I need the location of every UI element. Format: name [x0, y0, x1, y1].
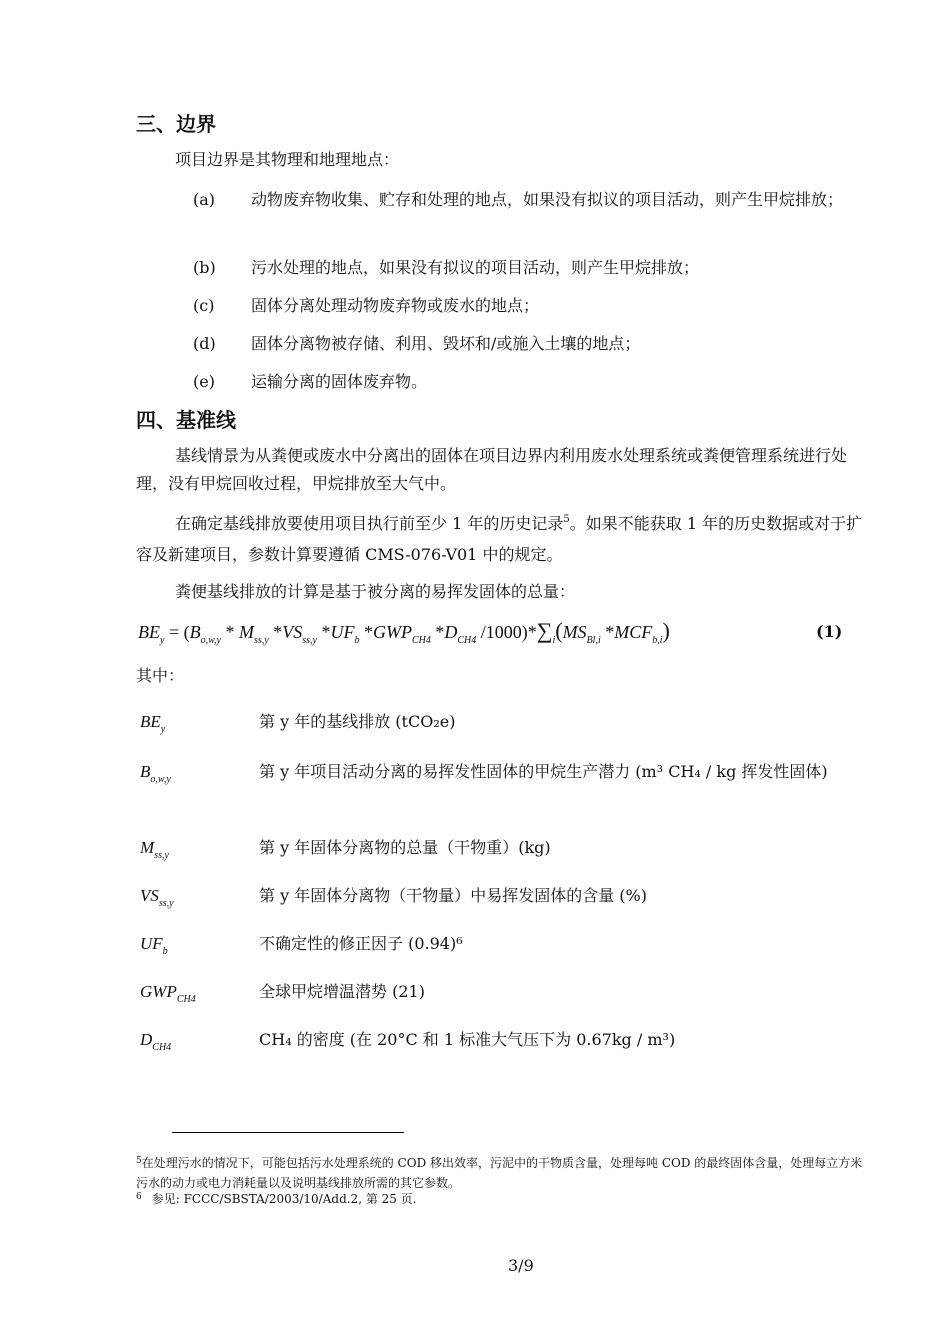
list-item-label: (a)	[193, 190, 216, 209]
symbol-text: D	[140, 1030, 153, 1049]
symbol-sub: CH4	[176, 994, 196, 1005]
list-item-label: (b)	[193, 258, 216, 277]
symbol-text: B	[140, 762, 151, 781]
list-item-label: (d)	[193, 334, 216, 353]
where-label: 其中：	[136, 666, 185, 685]
definition-symbol	[140, 712, 166, 735]
definition-symbol	[140, 982, 196, 1005]
symbol-sub: CH4	[152, 1042, 172, 1053]
list-item-text: 固体分离物被存储、利用、毁坏和/或施入土壤的地点；	[251, 334, 641, 353]
definition-text: 全球甲烷增温潜势 (21)	[259, 982, 425, 1001]
footnote-number: 6	[136, 1192, 142, 1202]
baseline-paragraph-3: 粪便基线排放的计算是基于被分离的易挥发固体的总量：	[175, 582, 576, 601]
footnote-text: 在处理污水的情况下，可能包括污水处理系统的 COD 移出效率，污泥中的干物质含量，处理每吨 COD 的最终固体含量，处理每立方米污水的动力或电力消耗量以及说明基线排放所需的其它参数。	[136, 1156, 863, 1190]
equation-number: (1)	[816, 622, 843, 641]
symbol-sub: b	[162, 946, 168, 957]
definition-text: CH₄ 的密度 (在 20°C 和 1 标准大气压下为 0.67kg / m³)	[259, 1030, 676, 1049]
footnote-6	[136, 1190, 417, 1210]
paragraph-text: 。如果不能获取 1 年的历史数据或对于扩容及新建项目，参数计算要遵循 CMS-076-V01 中的规定。	[136, 514, 863, 564]
section-heading-boundary: 三、边界	[136, 112, 216, 136]
equation-1: $BE_y = (B_{o,w,y} * M_{ss,y}$ $*VS_{ss,y}$ $*UF_b$ $*GWP_{CH4}$ $*D_{CH4}$ $/1000)*\sum_i(MS_{Bl,i}$ $*MCF_{b,i}$)	[138, 618, 670, 646]
list-item-text: 污水处理的地点，如果没有拟议的项目活动，则产生甲烷排放；	[251, 258, 700, 277]
boundary-intro: 项目边界是其物理和地理地点：	[175, 150, 400, 169]
baseline-paragraph-1: 基线情景为从粪便或废水中分离出的固体在项目边界内利用废水处理系统或粪便管理系统进行处理，没有甲烷回收过程，甲烷排放至大气中。	[136, 446, 848, 493]
symbol-sub: y	[160, 724, 166, 735]
paragraph-text: 在确定基线排放要使用项目执行前至少 1 年的历史记录	[175, 514, 564, 533]
definition-symbol	[140, 762, 171, 785]
list-item-text: 动物废弃物收集、贮存和处理的地点，如果没有拟议的项目活动，则产生甲烷排放；	[251, 190, 844, 209]
list-item-text: 固体分离处理动物废弃物或废水的地点；	[251, 296, 540, 315]
definition-symbol	[140, 838, 169, 861]
footnote-5	[136, 1154, 872, 1192]
definition-text: 不确定性的修正因子 (0.94)⁶	[259, 934, 463, 953]
footnote-text: 参见: FCCC/SBSTA/2003/10/Add.2, 第 25 页.	[151, 1192, 417, 1206]
list-item-label: (c)	[193, 296, 215, 315]
definition-text: 第 y 年项目活动分离的易挥发性固体的甲烷生产潜力 (m³ CH₄ / kg 挥发性固体)	[259, 762, 828, 781]
definition-symbol	[140, 934, 168, 957]
definition-text: 第 y 年固体分离物（干物量）中易挥发固体的含量 (%)	[259, 886, 647, 905]
baseline-paragraph-2	[136, 510, 868, 569]
definition-text: 第 y 年的基线排放 (tCO₂e)	[259, 712, 456, 731]
page-number: 3/9	[508, 1256, 534, 1275]
list-item-label: (e)	[193, 372, 215, 391]
symbol-text: VS	[140, 886, 159, 905]
symbol-text: GWP	[140, 982, 177, 1001]
footnote-number: 5	[136, 1156, 142, 1166]
definition-text: 第 y 年固体分离物的总量（干物重）(kg)	[259, 838, 551, 857]
symbol-sub: o,w,y	[150, 774, 171, 785]
footnote-ref: 5	[563, 514, 570, 525]
definition-symbol	[140, 886, 174, 909]
symbol-sub: ss,y	[154, 850, 169, 861]
list-item-text: 运输分离的固体废弃物。	[251, 372, 428, 391]
footnote-divider	[172, 1132, 404, 1133]
definition-symbol	[140, 1030, 172, 1053]
symbol-text: BE	[140, 712, 161, 731]
symbol-sub: ss,y	[158, 898, 174, 909]
section-heading-baseline: 四、基准线	[136, 408, 236, 432]
symbol-text: M	[140, 838, 155, 857]
symbol-text: UF	[140, 934, 163, 953]
